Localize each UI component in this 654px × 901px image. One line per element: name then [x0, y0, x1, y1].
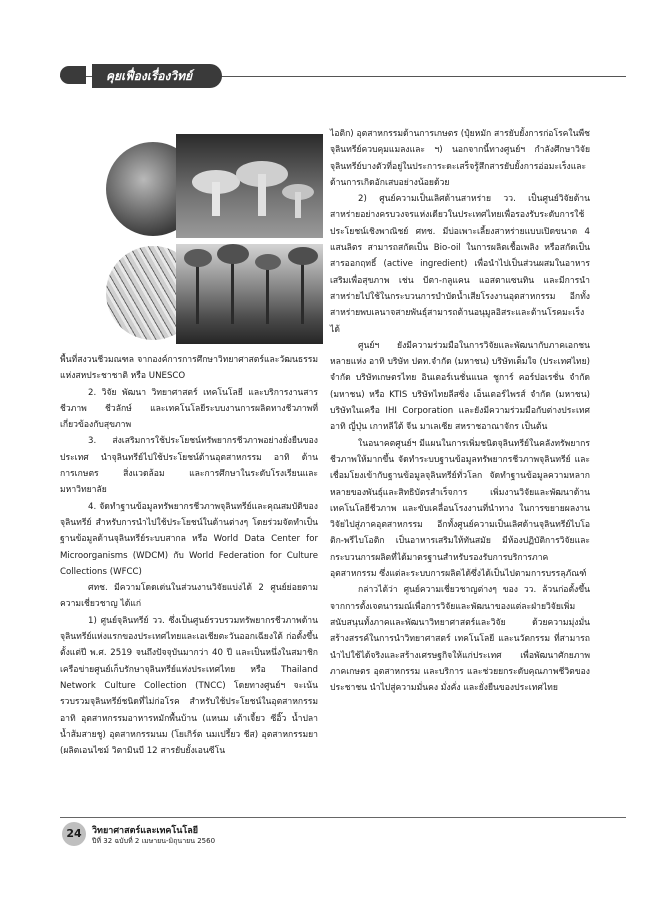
issue-info: ปีที่ 32 ฉบับที่ 2 เมษายน-มิถุนายน 2560 — [92, 837, 216, 845]
mushrooms-photo-image — [176, 134, 323, 238]
paragraph: ไอติก) อุตสาหกรรมด้านการเกษตร (ปุ๋ยหมัก สารยับยั้งการก่อโรคในพืช จุลินทรีย์ควบคุมแมลงและ ฯ) นอกจากนี้ทางศูนย์ฯ กำลังศึกษาวิจัยจุลินทรีย์บางตัวที่อยู่ในประการะดะเสร็จรู้สึกสารยับยั้งการอ่อมะเร็งและด้านการเกิดอักเสบอย่างน้อยด้วย — [330, 129, 590, 188]
footer-rule — [60, 817, 626, 818]
paragraph: 2. วิจัย พัฒนา วิทยาศาสตร์ เทคโนโลยี และบริการงานสารชีวภาพ ชีวลักษ์ และเทคโนโลยีระบบงานการผลิตทางชีวภาพที่เกี่ยวข้องกับสุขภาพ — [60, 387, 318, 431]
left-column — [60, 352, 318, 759]
mushroom-illustration — [176, 134, 323, 238]
section-tab — [92, 64, 222, 88]
paragraph: 4. จัดทำฐานข้อมูลทรัพยากรชีวภาพจุลินทรีย์และคุณสมบัติของจุลินทรีย์ สำหรับการนำไปใช้ประโยชน์ในด้านต่างๆ โดยร่วมจัดทำเป็นฐานข้อมูลด้านจุลินทรีย์ระบบสากล หรือ World Data Center for Microorganisms (WDCM) กับ World Federation for Culture Collections (WFCC) — [60, 501, 318, 577]
paragraph: 2) ศูนย์ความเป็นเลิศด้านสาหร่าย วว. เป็นศูนย์วิจัยด้านสาหร่ายอย่างครบวงจรแห่งเดียวในประเทศไทยเพื่อรองรับระดับการใช้ประโยชน์เชิงพาณิชย์ ศทช. มีบ่อเพาะเลี้ยงสาหร่ายแบบเปิดขนาด 4 แสนลิตร สามารถสกัดเป็น Bio-oil ในการผลิตเชื้อเพลิง หรือสกัดเป็นสารออกฤทธิ์ (active ingredient) เพื่อนำไปเป็นส่วนผสมในอาหารเสริมเพื่อสุขภาพ เช่น บีตา-กลูแคน แอสตาแซนทิน และมีการนำสาหร่ายไปใช้ในกระบวนการบำบัดน้ำเสียโรงงานอุตสาหกรรม อีกทั้งสาหร่ายพบเลนาจสายพันธุ์สามารถต้านอนุมูลอิสระและต้านโรคมะเร็งได้ — [330, 194, 590, 335]
forest-photo-image — [176, 244, 323, 344]
paragraph: พื้นที่สงวนชีวมณฑล จากองค์การการศึกษาวิทยาศาสตร์และวัฒนธรรมแห่งสหประชาชาติ หรือ UNESCO — [60, 355, 318, 382]
paragraph: ศทช. มีความโดดเด่นในส่วนงานวิจัยแบ่งได้ 2 ศูนย์ย่อยตามความเชี่ยวชาญ ได้แก่ — [60, 583, 318, 610]
section-tab-label: คุยเฟื่องเรื่องวิทย์ — [106, 69, 193, 83]
page-number: 24 — [62, 822, 86, 846]
paragraph: กล่าวได้ว่า ศูนย์ความเชี่ยวชาญต่างๆ ของ วว. ล้วนก่อตั้งขึ้นจากการตั้งเจตนารมณ์เพื่อการวิจัยและพัฒนาของแต่ละฝ่ายวิจัยเพิ่ม สนับสนุนทั้งภาคและพัฒนาวิทยาศาสตร์และวิจัย ด้วยความมุ่งมั่น สร้างสรรค์ในการนำวิทยาศาสตร์ เทคโนโลยี และนวัตกรรม ที่สามารถนำไปใช้ได้จริงและสร้างเศรษฐกิจให้แก่ประเทศ เพื่อพัฒนาศักยภาพภาคเกษตร อุตสาหกรรม และบริการ และช่วยยกระดับคุณภาพชีวิตของประชาชน นำไปสู่ความมั่นคง มั่งคั่ง และยั่งยืนของประเทศไทย — [330, 585, 590, 694]
paragraph: 1) ศูนย์จุลินทรีย์ วว. ซึ่งเป็นศูนย์รวบรวมทรัพยากรชีวภาพด้านจุลินทรีย์แห่งแรกของประเทศไทยและเอเชียตะวันออกเฉียงใต้ ก่อตั้งขึ้นตั้งแต่ปี พ.ศ. 2519 จนถึงปัจจุบันมากว่า 40 ปี และเป็นหนึ่งในสมาชิกเครือข่ายศูนย์เก็บรักษาจุลินทรีย์แห่งประเทศไทย หรือ Thailand Network Culture Collection (TNCC) โดยทางศูนย์ฯ จะเน้นรวบรวมจุลินทรีย์ชนิดที่ไม่ก่อโรค สำหรับใช้ประโยชน์ในอุตสาหกรรมอาทิ อุตสาหกรรมอาหารหมักพื้นบ้าน (แหนม เต้าเจี้ยว ซีอิ๊ว น้ำปลา น้ำส้มสายชู) อุตสาหกรรมนม (โยเกิร์ต นมเปรี้ยว ชีส) อุตสาหกรรมยา (ผลิตเอนไซม์ วิตามินบี 12 สารยับยั้งเอนซีโน — [60, 615, 318, 757]
forest-illustration — [176, 244, 323, 344]
right-column — [330, 126, 590, 696]
header-tab-stub — [60, 66, 86, 84]
magazine-title: วิทยาศาสตร์และเทคโนโลยี — [92, 826, 199, 836]
paragraph: ในอนาคตศูนย์ฯ มีแผนในการเพิ่มชนิดจุลินทรีย์ในคลังทรัพยากรชีวภาพให้มากขึ้น จัดทำระบบฐานข้อมูลทรัพยากรชีวภาพจุลินทรีย์ และเชื่อมโยงเข้ากับฐานข้อมูลจุลินทรีย์ทั่วโลก จัดทำฐานข้อมูลความหลากหลายของพันธุ์และสิทธิบัตรสำเร็จการ เพิ่มงานวิจัยและพัฒนาด้านเทคโนโลยีชีวภาพ และขับเคลื่อนโรงงานที่นำทาง ในการขยายผลงานวิจัยไปสู่ภาคอุตสาหกรรม อีกทั้งศูนย์ความเป็นเลิศด้านจุลินทรีย์ไบโอติก-พรีไบโอติก เป็นอาหารเสริมให้ทันสมัย มีห้องปฏิบัติการวิจัยและกระบวนการผลิตที่ได้มาตรฐานสำหรับรองรับการบริการภาคอุตสาหกรรม ซึ่งแต่ละระบบการผลิตได้ซึ่งได้เป็นไปตามการบรรลุภัณฑ์ — [330, 438, 590, 580]
paragraph: 3. ส่งเสริมการใช้ประโยชน์ทรัพยากรชีวภาพอย่างยั่งยืนของประเทศ นำจุลินทรีย์ไปใช้ประโยชน์ด้านอุตสาหกรรม อาทิ ด้านการเกษตร สิ่งแวดล้อม และการศึกษาในระดับโรงเรียนและมหาวิทยาลัย — [60, 436, 318, 496]
paragraph: ศูนย์ฯ ยังมีความร่วมมือในการวิจัยและพัฒนากับภาคเอกชนหลายแห่ง อาทิ บริษัท ปตท.จำกัด (มหาชน) บริษัทเต็มใจ (ประเทศไทย) จำกัด บริษัทเกษตรไทย อินเตอร์เนชั่นแนล ชูการ์ คอร์ปอเรชั่น จำกัด (มหาชน) หรือ KTIS บริษัทไทยลีสซิ่ง เอ็นเตอร์ไพรส์ จำกัด (มหาชน) บริษัทในเครือ IHI Corporation และยังมีความร่วมมือกับต่างประเทศ อาทิ ญี่ปุ่น เกาหลีใต้ จีน มาเลเซีย สหราชอาณาจักร เป็นต้น — [330, 340, 590, 433]
